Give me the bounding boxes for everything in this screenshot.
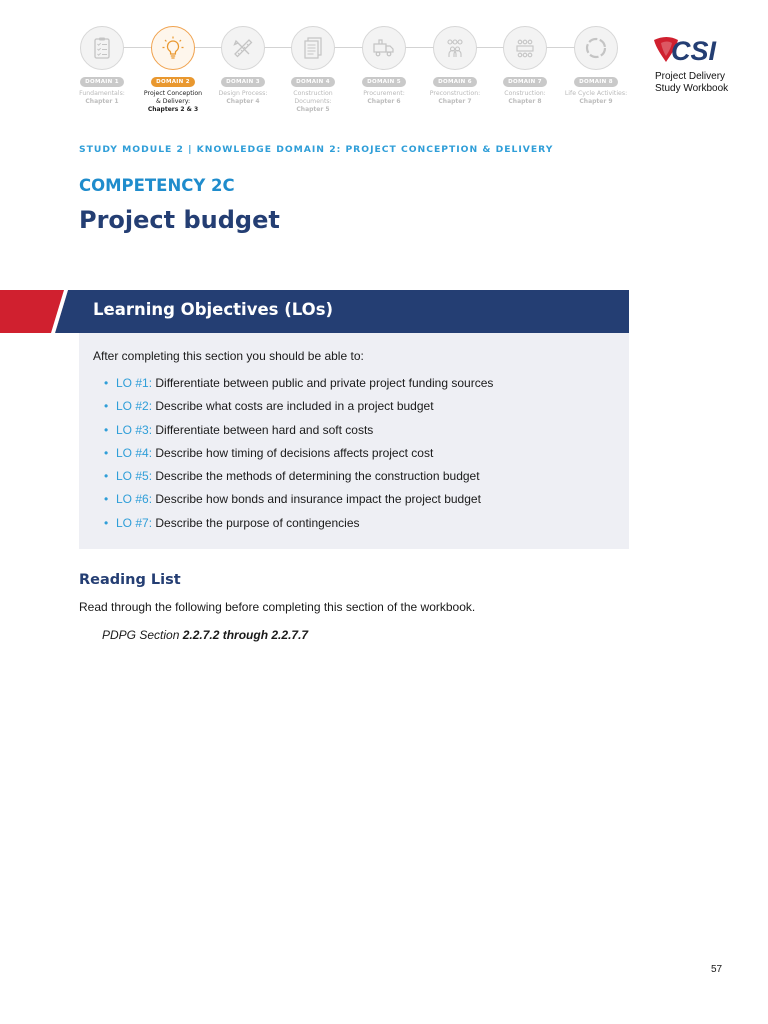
meeting-icon — [503, 26, 547, 70]
list-item: • LO #2: Describe what costs are included in a project budget — [104, 399, 434, 414]
lo-text: Describe how timing of decisions affects project cost — [155, 445, 434, 460]
objectives-intro: After completing this section you should be able to: — [93, 349, 364, 363]
domain-chapter: Chapter 6 — [367, 98, 401, 105]
lo-id: LO #5: — [116, 469, 153, 484]
reading-list-intro: Read through the following before completing this section of the workbook. — [79, 600, 476, 614]
list-item: • LO #5: Describe the methods of determining the construction budget — [104, 469, 480, 484]
documents-icon — [291, 26, 335, 70]
domain-pill: DOMAIN 8 — [574, 77, 618, 87]
reading-reference — [102, 628, 308, 642]
objectives-heading: Learning Objectives (LOs) — [93, 300, 334, 319]
lo-text: Differentiate between hard and soft costs — [155, 422, 374, 437]
domain-name: Construction Documents: — [293, 90, 333, 105]
clipboard-icon — [80, 26, 124, 70]
list-item: • LO #3: Differentiate between hard and soft costs — [104, 422, 374, 437]
domain-name: Preconstruction: — [429, 90, 481, 97]
domain-navigation — [79, 26, 628, 118]
domain-name: Procurement: — [363, 90, 405, 97]
ruler-pencil-icon — [221, 26, 265, 70]
page-number: 57 — [711, 964, 723, 975]
workbook-title: Project Delivery Study Workbook — [655, 71, 729, 94]
domain-6-step[interactable] — [420, 26, 490, 106]
reference-prefix: PDPG Section — [102, 628, 183, 642]
lo-text: Differentiate between public and private project funding sources — [155, 376, 494, 390]
reading-list-heading: Reading List — [79, 572, 181, 588]
domain-1-step[interactable] — [67, 26, 137, 106]
domain-3-step[interactable] — [208, 26, 278, 106]
domain-5-step[interactable] — [349, 26, 419, 106]
csi-logo-icon — [652, 34, 732, 66]
domain-8-step[interactable] — [561, 26, 631, 106]
lo-text: Describe what costs are included in a project budget — [155, 399, 434, 414]
domain-2-step[interactable] — [138, 26, 208, 114]
lightbulb-icon — [151, 26, 195, 70]
lo-text: Describe how bonds and insurance impact the project budget — [155, 492, 481, 507]
domain-chapter: Chapter 7 — [438, 98, 472, 105]
domain-chapter: Chapter 9 — [579, 98, 613, 105]
domain-pill: DOMAIN 6 — [433, 77, 477, 87]
module-line: STUDY MODULE 2 | KNOWLEDGE DOMAIN 2: PROJECT CONCEPTION & DELIVERY — [79, 144, 554, 155]
domain-name: Design Process: — [218, 90, 268, 97]
lo-text: Describe the methods of determining the construction budget — [155, 469, 480, 484]
domain-pill: DOMAIN 5 — [362, 77, 406, 87]
lo-id: LO #6: — [116, 492, 153, 507]
domain-4-step[interactable] — [278, 26, 348, 114]
lo-id: LO #3: — [116, 422, 153, 437]
domain-pill: DOMAIN 1 — [80, 77, 124, 87]
domain-name: Project Conception & Delivery: — [143, 90, 203, 105]
lo-id: LO #4: — [116, 445, 153, 460]
domain-pill: DOMAIN 3 — [221, 77, 265, 87]
page-title: Project budget — [79, 206, 280, 234]
domain-name: Life Cycle Activities: — [564, 90, 628, 97]
domain-chapter: Chapter 5 — [296, 106, 330, 113]
domain-name: Fundamentals: — [79, 90, 125, 97]
domain-pill: DOMAIN 4 — [291, 77, 335, 87]
domain-name: Construction: — [504, 90, 546, 97]
truck-icon — [362, 26, 406, 70]
list-item: • LO #6: Describe how bonds and insurance impact the project budget — [104, 492, 481, 507]
cycle-icon — [574, 26, 618, 70]
reference-sections: 2.2.7.2 through 2.2.7.7 — [182, 628, 309, 642]
domain-pill: DOMAIN 7 — [503, 77, 547, 87]
list-item: • LO #4: Describe how timing of decisions affects project cost — [104, 445, 434, 460]
svg-text:CSI: CSI — [671, 36, 717, 66]
domain-chapter: Chapters 2 & 3 — [147, 106, 199, 113]
domain-chapter: Chapter 4 — [226, 98, 260, 105]
domain-pill: DOMAIN 2 — [151, 77, 195, 87]
domain-chapter: Chapter 1 — [85, 98, 119, 105]
list-item: • LO #7: Describe the purpose of contingencies — [104, 515, 360, 530]
lo-id: LO #7: — [116, 515, 153, 530]
domain-chapter: Chapter 8 — [508, 98, 542, 105]
list-item: • LO #1: Differentiate between public and private project funding sources — [104, 376, 494, 390]
objectives-list — [104, 376, 493, 539]
domain-7-step[interactable] — [490, 26, 560, 106]
team-icon — [433, 26, 477, 70]
lo-id: LO #1: — [116, 376, 153, 390]
lo-text: Describe the purpose of contingencies — [155, 515, 360, 530]
competency-label: COMPETENCY 2C — [79, 176, 235, 195]
lo-id: LO #2: — [116, 399, 153, 414]
